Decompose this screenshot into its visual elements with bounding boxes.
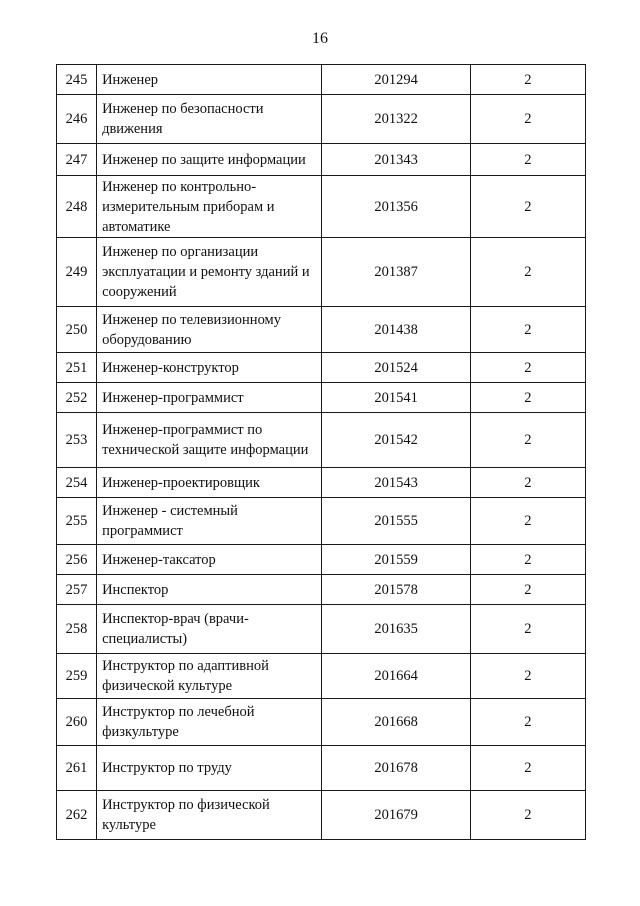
- row-number: 246: [57, 95, 97, 144]
- row-number: 247: [57, 144, 97, 176]
- profession-table: [56, 64, 586, 840]
- table-row: [57, 498, 586, 545]
- row-value: 2: [470, 144, 585, 176]
- profession-name: Инженер - системный программист: [97, 498, 322, 545]
- row-value: 2: [470, 413, 585, 468]
- profession-code: 201559: [322, 545, 470, 575]
- profession-code: 201664: [322, 654, 470, 699]
- row-value: 2: [470, 65, 585, 95]
- profession-code: 201542: [322, 413, 470, 468]
- row-value: 2: [470, 791, 585, 840]
- row-value: 2: [470, 353, 585, 383]
- profession-code: 201541: [322, 383, 470, 413]
- row-value: 2: [470, 605, 585, 654]
- profession-name: Инженер-программист по технической защите информации: [97, 413, 322, 468]
- profession-name: Инженер-конструктор: [97, 353, 322, 383]
- row-number: 250: [57, 307, 97, 353]
- row-value: 2: [470, 95, 585, 144]
- profession-name: Инженер по телевизионному оборудованию: [97, 307, 322, 353]
- profession-name: Инженер по защите информации: [97, 144, 322, 176]
- row-value: 2: [470, 699, 585, 746]
- table-row: [57, 545, 586, 575]
- row-number: 254: [57, 468, 97, 498]
- table-row: [57, 144, 586, 176]
- profession-code: 201387: [322, 238, 470, 307]
- profession-name: Инженер: [97, 65, 322, 95]
- profession-name: Инструктор по лечебной физкультуре: [97, 699, 322, 746]
- profession-name: Инструктор по адаптивной физической культуре: [97, 654, 322, 699]
- profession-name: Инженер-таксатор: [97, 545, 322, 575]
- row-value: 2: [470, 654, 585, 699]
- row-number: 249: [57, 238, 97, 307]
- profession-name: Инспектор: [97, 575, 322, 605]
- row-value: 2: [470, 176, 585, 238]
- profession-code: 201322: [322, 95, 470, 144]
- profession-name: Инспектор-врач (врачи-специалисты): [97, 605, 322, 654]
- row-number: 245: [57, 65, 97, 95]
- row-number: 261: [57, 746, 97, 791]
- profession-name: Инженер-проектировщик: [97, 468, 322, 498]
- table-row: [57, 746, 586, 791]
- profession-name: Инженер по контрольно-измерительным приборам и автоматике: [97, 176, 322, 238]
- row-number: 255: [57, 498, 97, 545]
- row-value: 2: [470, 383, 585, 413]
- profession-code: 201679: [322, 791, 470, 840]
- profession-name: Инструктор по физической культуре: [97, 791, 322, 840]
- profession-code: 201578: [322, 575, 470, 605]
- profession-code: 201555: [322, 498, 470, 545]
- row-value: 2: [470, 307, 585, 353]
- profession-code: 201678: [322, 746, 470, 791]
- profession-code: 201543: [322, 468, 470, 498]
- table-row: [57, 413, 586, 468]
- profession-code: 201438: [322, 307, 470, 353]
- table-row: [57, 238, 586, 307]
- table-row: [57, 791, 586, 840]
- table-body: [57, 65, 586, 840]
- table-row: [57, 383, 586, 413]
- table-row: [57, 468, 586, 498]
- page-number: 16: [312, 30, 328, 47]
- table-row: [57, 307, 586, 353]
- profession-name: Инженер по организации эксплуатации и ремонту зданий и сооружений: [97, 238, 322, 307]
- row-value: 2: [470, 575, 585, 605]
- row-value: 2: [470, 238, 585, 307]
- table-row: [57, 605, 586, 654]
- table-row: [57, 575, 586, 605]
- profession-name: Инженер по безопасности движения: [97, 95, 322, 144]
- row-number: 248: [57, 176, 97, 238]
- profession-code: 201668: [322, 699, 470, 746]
- profession-code: 201294: [322, 65, 470, 95]
- row-value: 2: [470, 468, 585, 498]
- profession-code: 201635: [322, 605, 470, 654]
- profession-name: Инженер-программист: [97, 383, 322, 413]
- profession-name: Инструктор по труду: [97, 746, 322, 791]
- row-number: 253: [57, 413, 97, 468]
- table-row: [57, 654, 586, 699]
- profession-code: 201524: [322, 353, 470, 383]
- row-number: 256: [57, 545, 97, 575]
- row-number: 258: [57, 605, 97, 654]
- row-number: 262: [57, 791, 97, 840]
- table-row: [57, 699, 586, 746]
- table-row: [57, 95, 586, 144]
- profession-code: 201343: [322, 144, 470, 176]
- table-row: [57, 65, 586, 95]
- row-number: 252: [57, 383, 97, 413]
- row-value: 2: [470, 498, 585, 545]
- table-row: [57, 176, 586, 238]
- row-number: 260: [57, 699, 97, 746]
- row-value: 2: [470, 746, 585, 791]
- row-number: 251: [57, 353, 97, 383]
- row-number: 257: [57, 575, 97, 605]
- row-number: 259: [57, 654, 97, 699]
- table-row: [57, 353, 586, 383]
- row-value: 2: [470, 545, 585, 575]
- profession-code: 201356: [322, 176, 470, 238]
